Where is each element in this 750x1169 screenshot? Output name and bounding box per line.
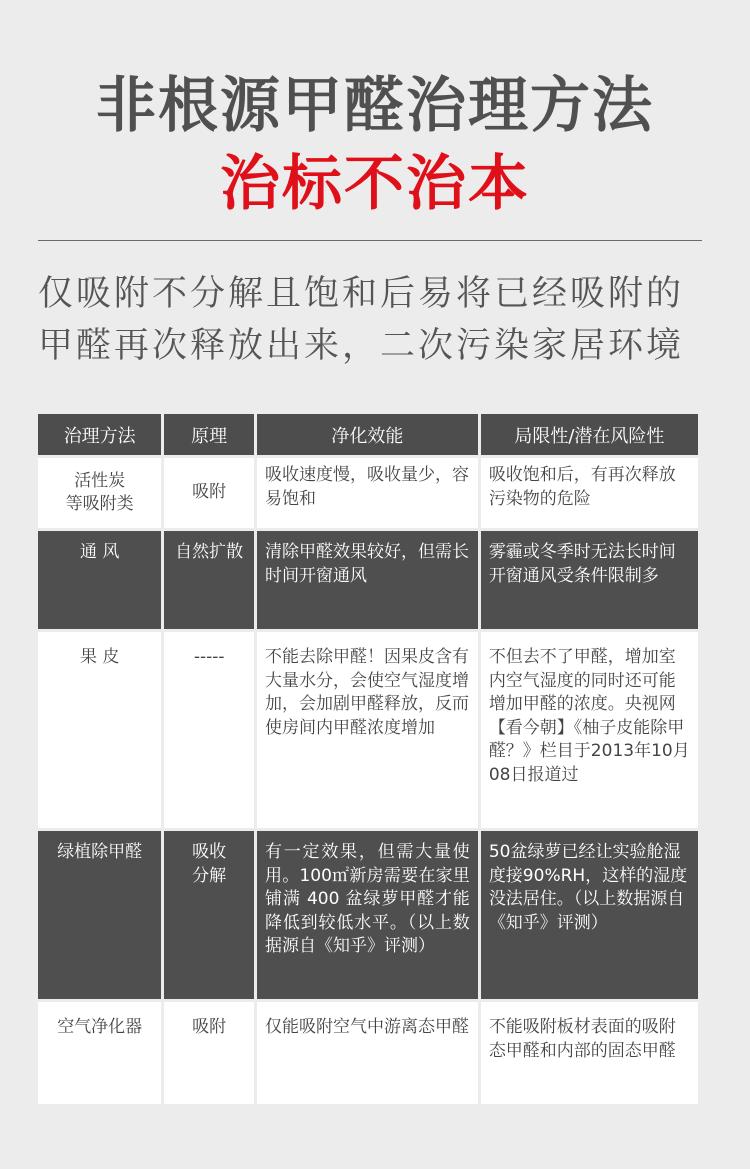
cell-principle: 吸附 xyxy=(164,458,254,531)
cell-method: 通 风 xyxy=(38,531,161,632)
table-row xyxy=(38,632,698,831)
table-row xyxy=(38,1002,698,1107)
cell-risk: 吸收饱和后，有再次释放污染物的危险 xyxy=(481,458,698,531)
header-efficiency: 净化效能 xyxy=(257,414,478,458)
table-row xyxy=(38,831,698,1002)
table-header-row xyxy=(38,414,698,458)
page-subtitle: 治标不治本 xyxy=(220,149,530,219)
description-text: 仅吸附不分解且饱和后易将已经吸附的甲醛再次释放出来，二次污染家居环境 xyxy=(38,274,685,366)
cell-method: 绿植除甲醛 xyxy=(38,831,161,1002)
cell-principle: 自然扩散 xyxy=(164,531,254,632)
cell-risk: 不但去不了甲醛，增加室内空气湿度的同时还可能增加甲醛的浓度。央视网【看今朝】《柚子皮能除甲醛？》栏目于2013年10月08日报道过 xyxy=(481,632,698,831)
cell-principle: 吸收 分解 xyxy=(164,831,254,1002)
cell-efficiency: 吸收速度慢，吸收量少，容易饱和 xyxy=(257,458,478,531)
cell-principle: 吸附 xyxy=(164,1002,254,1107)
table-row xyxy=(38,531,698,632)
cell-efficiency: 清除甲醛效果较好，但需长时间开窗通风 xyxy=(257,531,478,632)
cell-efficiency: 不能去除甲醛！因果皮含有大量水分，会使空气湿度增加，会加剧甲醛释放，反而使房间内甲醛浓度增加 xyxy=(257,632,478,831)
cell-method: 果 皮 xyxy=(38,632,161,831)
cell-method: 空气净化器 xyxy=(38,1002,161,1107)
cell-risk: 不能吸附板材表面的吸附态甲醛和内部的固态甲醛 xyxy=(481,1002,698,1107)
header-method: 治理方法 xyxy=(38,414,161,458)
cell-method: 活性炭 等吸附类 xyxy=(38,458,161,531)
comparison-table xyxy=(35,414,701,1107)
table-row xyxy=(38,458,698,531)
page-title: 非根源甲醛治理方法 xyxy=(96,71,654,141)
cell-efficiency: 有一定效果，但需大量使用。100㎡新房需要在家里铺满 400 盆绿萝甲醛才能降低到较低水平。（以上数据源自《知乎》评测） xyxy=(257,831,478,1002)
header-risk: 局限性/潜在风险性 xyxy=(481,414,698,458)
header-principle: 原理 xyxy=(164,414,254,458)
cell-principle: ----- xyxy=(164,632,254,831)
cell-risk: 50盆绿萝已经让实验舱湿度接90%RH，这样的湿度没法居住。（以上数据源自《知乎》评测） xyxy=(481,831,698,1002)
cell-risk: 雾霾或冬季时无法长时间开窗通风受条件限制多 xyxy=(481,531,698,632)
divider xyxy=(38,240,702,241)
cell-efficiency: 仅能吸附空气中游离态甲醛 xyxy=(257,1002,478,1107)
